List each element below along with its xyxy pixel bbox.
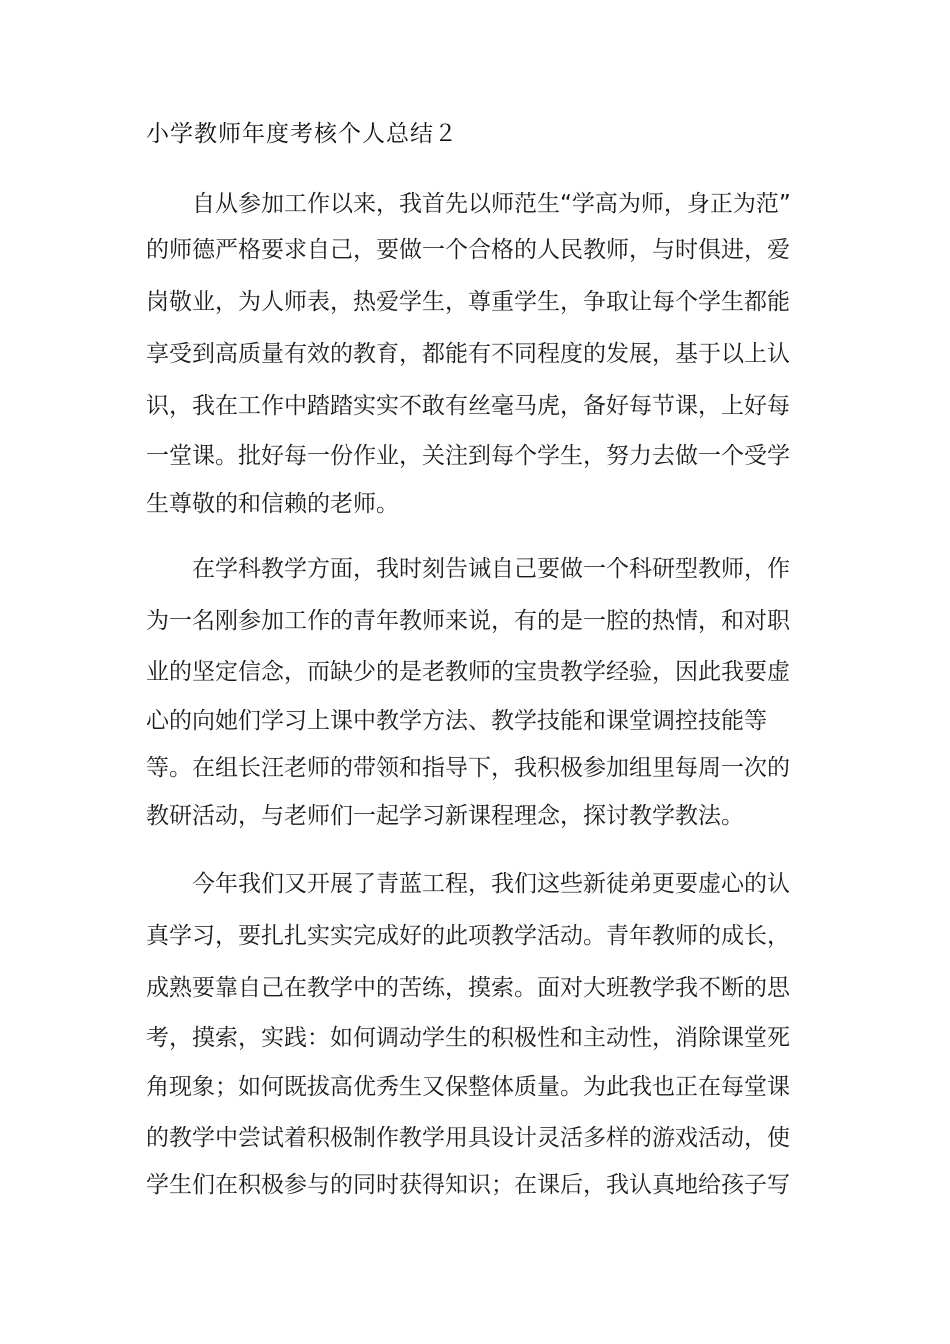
- paragraph-line: 学生们在积极参与的同时获得知识；在课后，我认真地给孩子写: [146, 1172, 790, 1198]
- paragraph-line: 识，我在工作中踏踏实实不敢有丝毫马虎，备好每节课，上好每: [146, 393, 790, 419]
- paragraph-line: 为一名刚参加工作的青年教师来说，有的是一腔的热情，和对职: [146, 608, 790, 634]
- paragraph-line: 角现象；如何既拔高优秀生又保整体质量。为此我也正在每堂课: [146, 1074, 790, 1100]
- paragraph-line: 自从参加工作以来，我首先以师范生“学高为师，身正为范”: [192, 191, 791, 217]
- paragraph-line: 考，摸索，实践：如何调动学生的积极性和主动性，消除课堂死: [146, 1025, 790, 1051]
- paragraph-line: 在学科教学方面，我时刻告诫自己要做一个科研型教师，作: [192, 556, 790, 582]
- paragraph-line: 业的坚定信念，而缺少的是老教师的宝贵教学经验，因此我要虚: [146, 659, 790, 685]
- paragraph-line: 今年我们又开展了青蓝工程，我们这些新徒弟更要虚心的认: [192, 871, 790, 897]
- paragraph-line: 的教学中尝试着积极制作教学用具设计灵活多样的游戏活动，使: [146, 1125, 790, 1151]
- document-title: 小学教师年度考核个人总结２: [146, 121, 458, 147]
- paragraph-line: 等。在组长汪老师的带领和指导下，我积极参加组里每周一次的: [146, 755, 790, 781]
- paragraph-line: 享受到高质量有效的教育，都能有不同程度的发展，基于以上认: [146, 341, 790, 367]
- paragraph-line: 的师德严格要求自己，要做一个合格的人民教师，与时俱进，爱: [146, 237, 790, 263]
- paragraph-line: 一堂课。批好每一份作业，关注到每个学生，努力去做一个受学: [146, 443, 790, 469]
- paragraph-line: 心的向她们学习上课中教学方法、教学技能和课堂调控技能等: [146, 708, 767, 734]
- paragraph-line: 教研活动，与老师们一起学习新课程理念，探讨教学教法。: [146, 803, 744, 829]
- paragraph-line: 真学习，要扎扎实实完成好的此项教学活动。青年教师的成长，: [146, 923, 790, 949]
- paragraph-line: 生尊敬的和信赖的老师。: [146, 491, 399, 517]
- paragraph-line: 岗敬业，为人师表，热爱学生，尊重学生，争取让每个学生都能: [146, 289, 790, 315]
- paragraph-line: 成熟要靠自己在教学中的苦练，摸索。面对大班教学我不断的思: [146, 975, 790, 1001]
